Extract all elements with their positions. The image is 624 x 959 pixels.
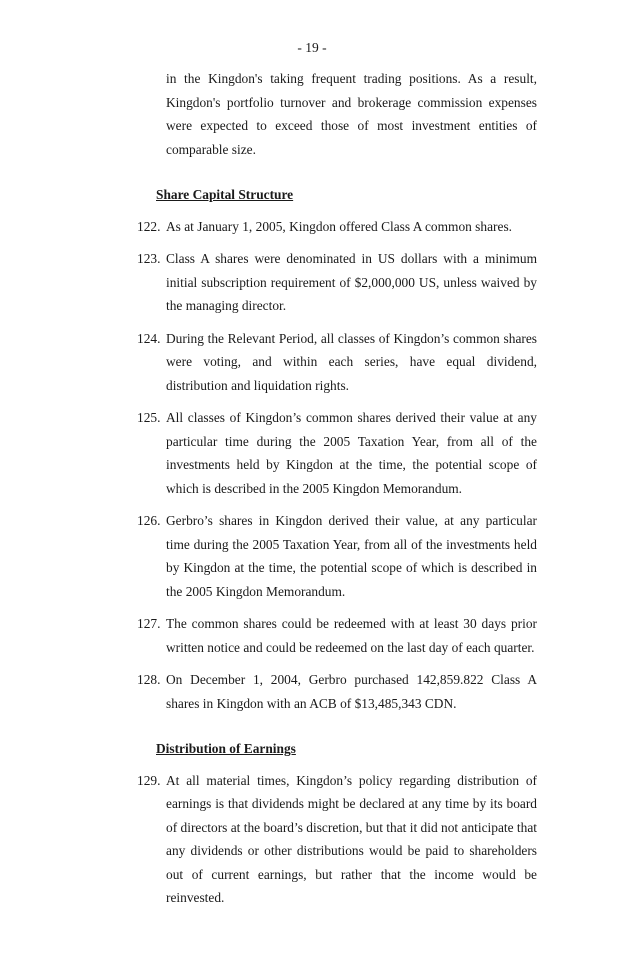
paragraph-number: 125. [137, 410, 161, 425]
paragraph-text: At all material times, Kingdon’s policy regarding distribution of earnings is that dividends might be declared at any time by its board of directors at the board’s discretion, but that it did not anticipate that any dividends or other distributions would be paid to shareholders out of current earnings, but rather that the income would be reinvested. [166, 772, 537, 905]
section-heading-share-capital-structure: Share Capital Structure [156, 187, 294, 202]
paragraph-text: The common shares could be redeemed with at least 30 days prior written notice and could be redeemed on the last day of each quarter. [166, 616, 537, 655]
paragraph-124 [137, 327, 537, 398]
document-page [137, 0, 537, 959]
paragraph-123 [137, 247, 537, 318]
paragraph-number: 128. [137, 672, 161, 687]
paragraph-number: 129. [137, 772, 161, 788]
paragraph-text: During the Relevant Period, all classes of Kingdon’s common shares were voting, and within each series, have equal dividend, distribution and liquidation rights. [166, 330, 537, 393]
paragraph-text: As at January 1, 2005, Kingdon offered Class A common shares. [166, 218, 512, 234]
paragraph-125 [137, 406, 537, 500]
paragraph-number: 123. [137, 251, 161, 266]
section-heading-distribution-of-earnings: Distribution of Earnings [156, 741, 296, 756]
paragraph-126 [137, 509, 537, 603]
paragraph-text: Class A shares were denominated in US dollars with a minimum initial subscription requirement of $2,000,000 US, unless waived by the managing director. [166, 251, 537, 313]
paragraph-129 [137, 769, 537, 910]
paragraph-text: All classes of Kingdon’s common shares derived their value at any particular time during the 2005 Taxation Year, from all of the investments held by Kingdon at the time, the potential scope of which is described in the 2005 Kingdon Memorandum. [166, 410, 537, 496]
paragraph-122 [137, 215, 537, 239]
continuation-paragraph: in the Kingdon's taking frequent trading positions. As a result, Kingdon's portfolio turnover and brokerage commission expenses were expected to exceed those of most investment entities of comparable size. [166, 71, 537, 157]
paragraph-number: 126. [137, 513, 161, 528]
paragraph-text: Gerbro’s shares in Kingdon derived their value, at any particular time during the 2005 Taxation Year, from all of the investments held by Kingdon at the time, the potential scope of which is described in the 2005 Kingdon Memorandum. [166, 513, 537, 599]
paragraph-number: 122. [137, 218, 161, 234]
paragraph-127 [137, 612, 537, 659]
paragraph-128 [137, 668, 537, 715]
paragraph-text: On December 1, 2004, Gerbro purchased 142,859.822 Class A shares in Kingdon with an ACB of $13,485,343 CDN. [166, 672, 537, 711]
paragraph-number: 127. [137, 616, 161, 631]
paragraph-number: 124. [137, 330, 161, 346]
page-number: - 19 - [297, 40, 327, 55]
